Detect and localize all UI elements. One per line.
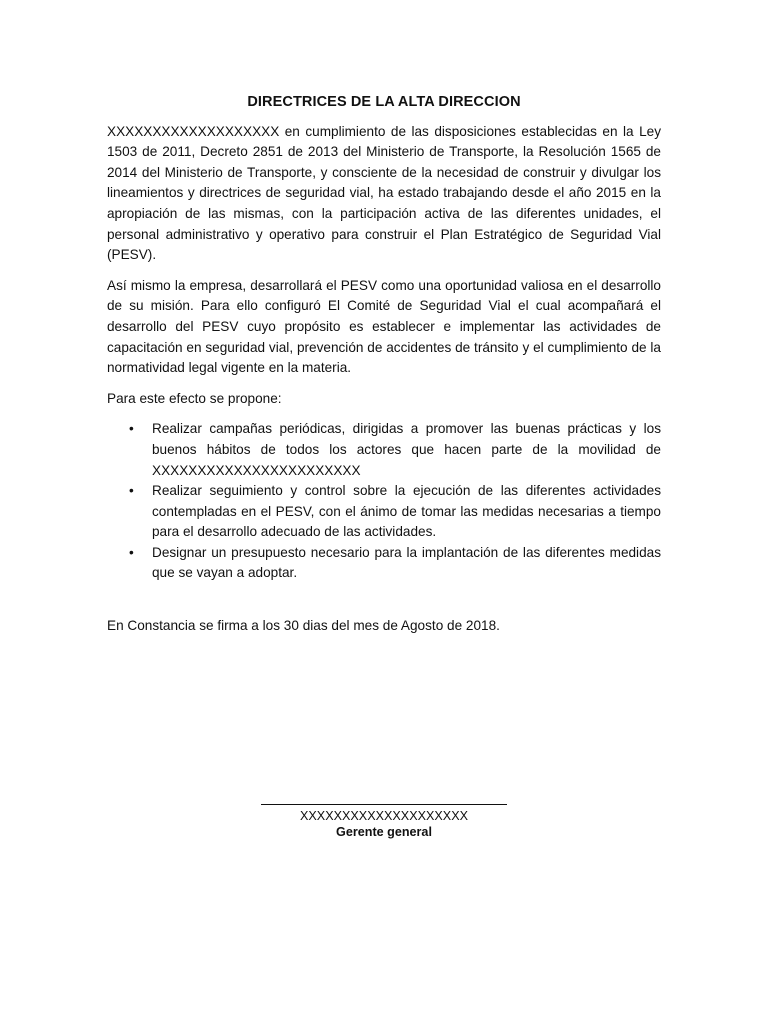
proposal-list [107,419,661,584]
document-title: DIRECTRICES DE LA ALTA DIRECCION [247,94,521,110]
closing-statement: En Constancia se firma a los 30 dias del mes de Agosto de 2018. [107,618,500,634]
signature-block [0,796,768,840]
signature-line [261,796,507,805]
list-item [107,481,661,543]
signer-name: XXXXXXXXXXXXXXXXXXXX [300,809,468,823]
bullet-icon: • [129,421,134,437]
list-item [107,543,661,584]
paragraph-2: Así mismo la empresa, desarrollará el PESV como una oportunidad valiosa en el desarrollo de su misión. Para ello configuró El Comité de Seguridad Vial el cual acompañará el desarrollo del PESV cuyo propósito es establecer e implementar las actividades de capacitación en seguridad vial, prevención de accidentes de tránsito y el cumplimiento de la normatividad legal vigente en la materia. [107,277,661,376]
bullet-icon: • [129,544,134,560]
list-item-text: Realizar campañas periódicas, dirigidas a promover las buenas prácticas y los buenos hábitos de todos los actores que hacen parte de la movilidad de XXXXXXXXXXXXXXXXXXXXXXX [152,421,661,478]
document-body [107,92,661,637]
list-intro: Para este efecto se propone: [107,390,282,406]
signer-role: Gerente general [336,825,432,839]
paragraph-1: XXXXXXXXXXXXXXXXXXX en cumplimiento de las disposiciones establecidas en la Ley 1503 de 2011, Decreto 2851 de 2013 del Ministerio de Transporte, la Resolución 1565 de 2014 del Ministerio de Transporte, y consciente de la necesidad de construir y divulgar los lineamientos y directrices de seguridad vial, ha estado trabajando desde el año 2015 en la apropiación de las mismas, con la participación activa de las diferentes unidades, el personal administrativo y operativo para construir el Plan Estratégico de Seguridad Vial (PESV). [107,123,661,263]
list-item-text: Realizar seguimiento y control sobre la ejecución de las diferentes actividades contempladas en el PESV, con el ánimo de tomar las medidas necesarias a tiempo para el desarrollo adecuado de las actividades. [152,483,661,540]
list-item [107,419,661,481]
bullet-icon: • [129,483,134,499]
list-item-text: Designar un presupuesto necesario para la implantación de las diferentes medidas que se vayan a adoptar. [152,544,661,581]
